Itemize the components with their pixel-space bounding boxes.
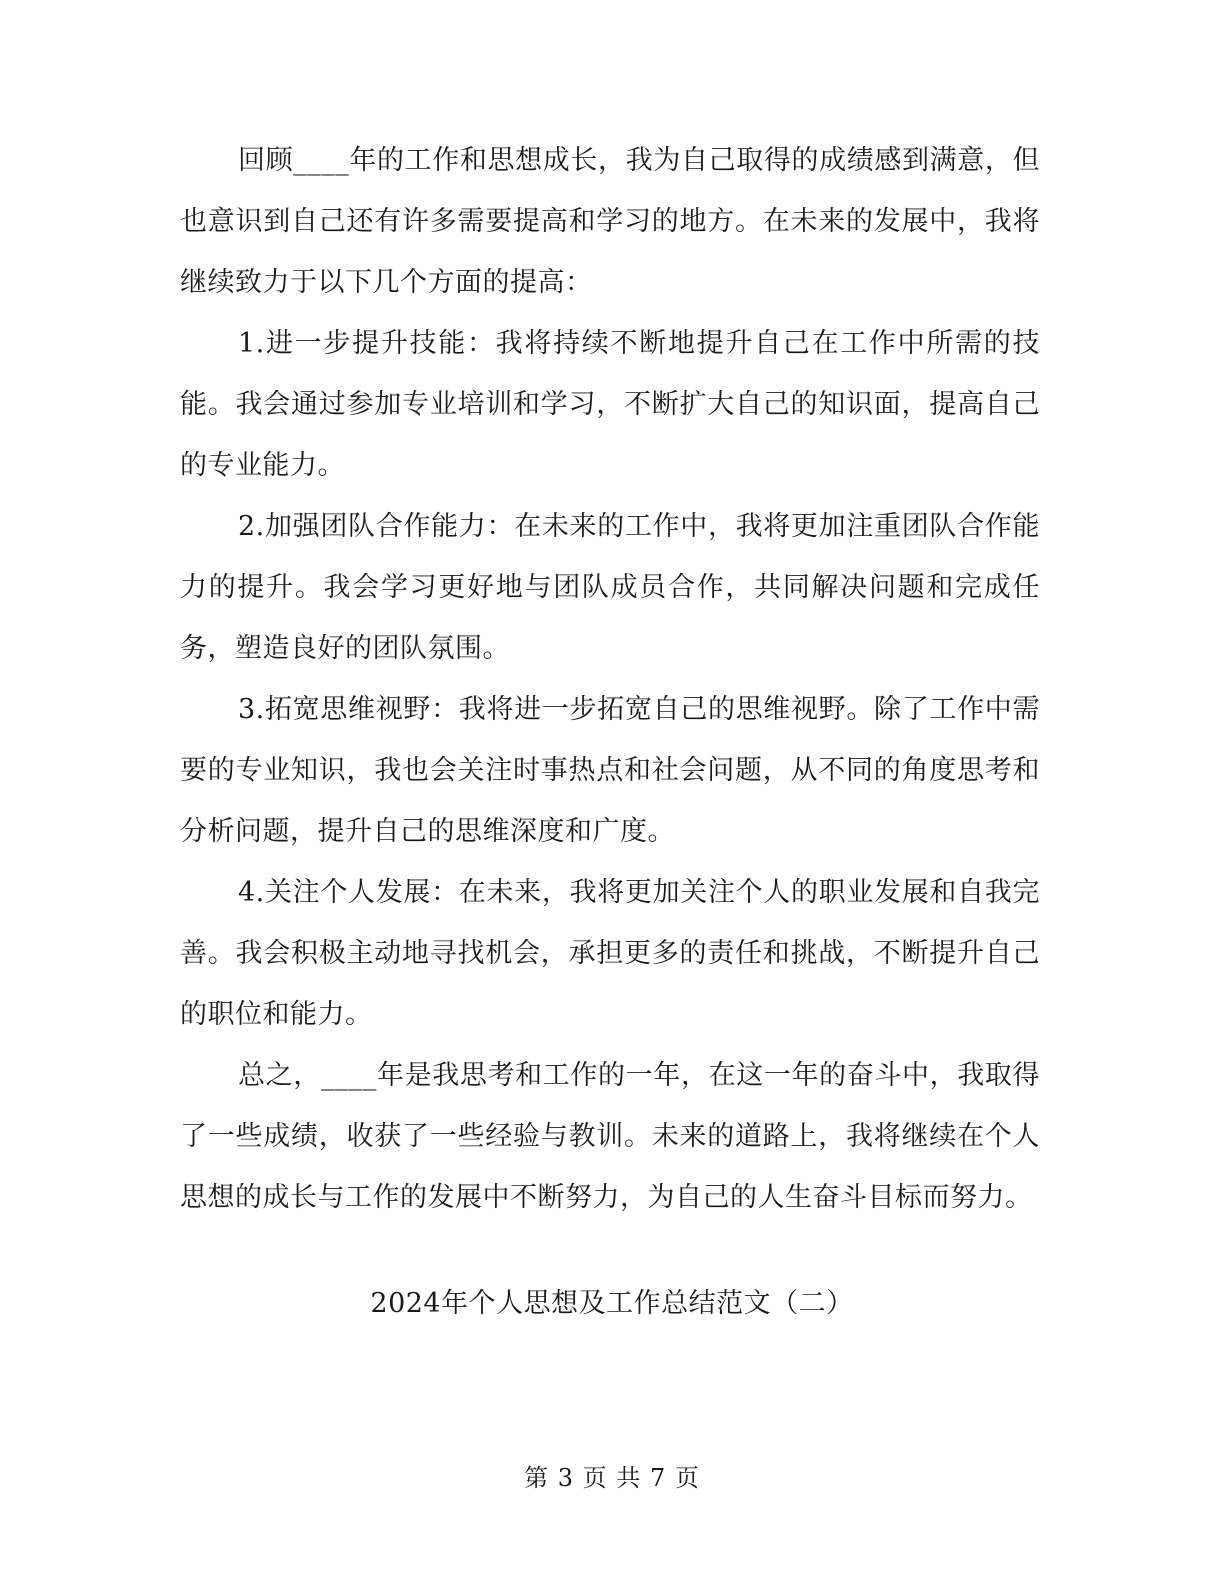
paragraph-conclusion: 总之，____年是我思考和工作的一年，在这一年的奋斗中，我取得了一些成绩，收获了一些经验与教训。未来的道路上，我将继续在个人思想的成长与工作的发展中不断努力，为自己的人生奋斗目标而努力。 (180, 1060, 1040, 1213)
paragraph-item-3: 3.拓宽思维视野：我将进一步拓宽自己的思维视野。除了工作中需要的专业知识，我也会关注时事热点和社会问题，从不同的角度思考和分析问题，提升自己的思维深度和广度。 (180, 694, 1040, 847)
paragraph-item-1: 1.进一步提升技能：我将持续不断地提升自己在工作中所需的技能。我会通过参加专业培训和学习，不断扩大自己的知识面，提高自己的专业能力。 (180, 328, 1040, 481)
section-title: 2024年个人思想及工作总结范文（二） (370, 1288, 854, 1319)
paragraph-item-4: 4.关注个人发展：在未来，我将更加关注个人的职业发展和自我完善。我会积极主动地寻找机会，承担更多的责任和挑战，不断提升自己的职位和能力。 (180, 877, 1040, 1030)
paragraph-item-2: 2.加强团队合作能力：在未来的工作中，我将更加注重团队合作能力的提升。我会学习更好地与团队成员合作，共同解决问题和完成任务，塑造良好的团队氛围。 (180, 511, 1040, 664)
paragraph-intro: 回顾____年的工作和思想成长，我为自己取得的成绩感到满意，但也意识到自己还有许多需要提高和学习的地方。在未来的发展中，我将继续致力于以下几个方面的提高： (180, 145, 1040, 298)
document-body (180, 130, 1040, 1228)
page-footer: 第 3 页 共 7 页 (524, 1464, 700, 1492)
